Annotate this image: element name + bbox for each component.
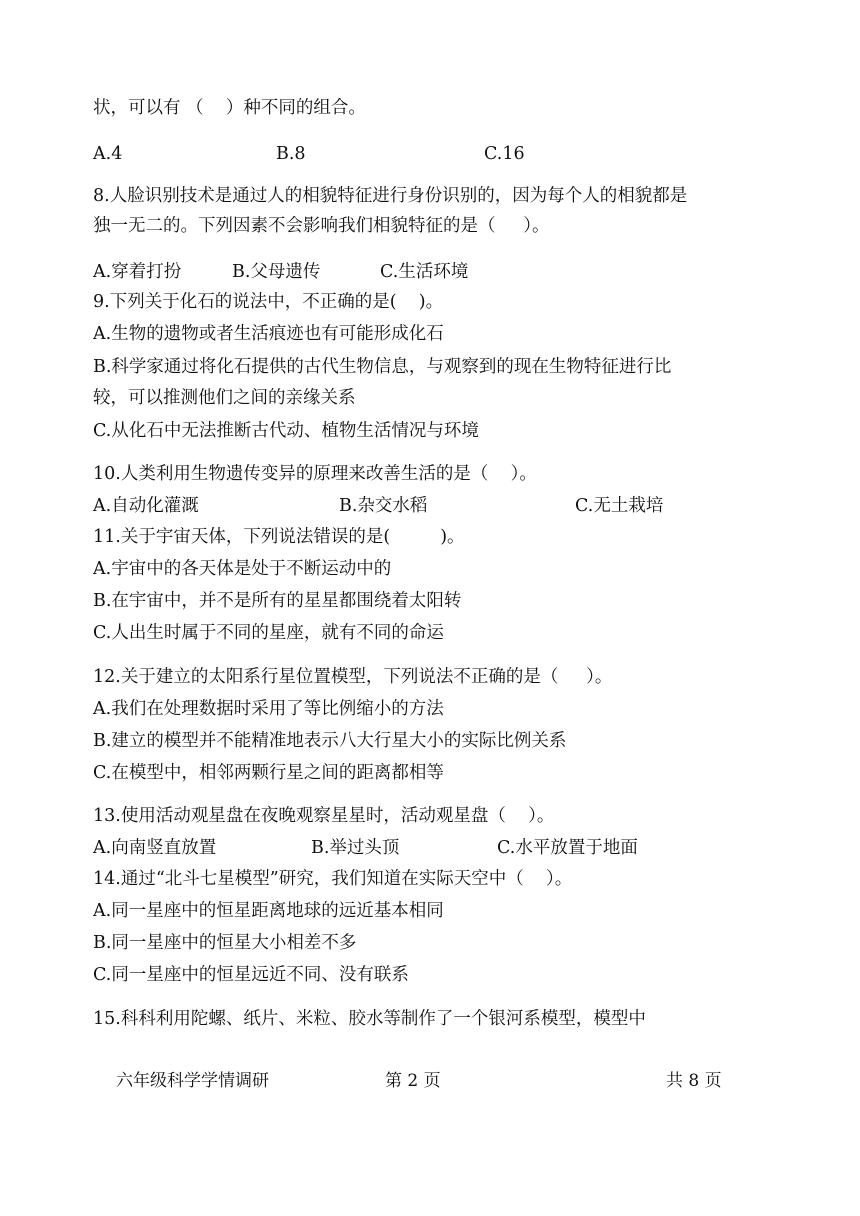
q12-option-c: C.在模型中，相邻两颗行星之间的距离都相等: [93, 763, 444, 783]
q9-option-a: A.生物的遗物或者生活痕迹也有可能形成化石: [93, 324, 444, 344]
q15-stem: 15.科科利用陀螺、纸片、米粒、胶水等制作了一个银河系模型，模型中: [93, 1009, 646, 1029]
q14-stem: 14.通过“北斗七星模型”研究，我们知道在实际天空中（ ）。: [93, 869, 573, 889]
footer-page-number: 第 2 页: [385, 1071, 441, 1091]
q8-option-c: C.生活环境: [380, 262, 469, 282]
q13-option-c: C.水平放置于地面: [497, 838, 638, 858]
q7-option-c: C.16: [484, 144, 525, 164]
q11-stem: 11.关于宇宙天体，下列说法错误的是( )。: [93, 527, 465, 547]
q12-option-b: B.建立的模型并不能精准地表示八大行星大小的实际比例关系: [93, 731, 567, 751]
q7-option-b: B.8: [276, 144, 306, 164]
q14-option-b: B.同一星座中的恒星大小相差不多: [93, 933, 357, 953]
page-footer: [0, 1068, 860, 1094]
q14-option-a: A.同一星座中的恒星距离地球的远近基本相同: [93, 901, 444, 921]
footer-total-pages: 共 8 页: [666, 1071, 722, 1091]
q10-stem: 10.人类利用生物遗传变异的原理来改善生活的是（ ）。: [93, 464, 537, 484]
q9-option-c: C.从化石中无法推断古代动、植物生活情况与环境: [93, 421, 479, 441]
q12-stem: 12.关于建立的太阳系行星位置模型，下列说法不正确的是（ ）。: [93, 667, 613, 687]
q8-option-a: A.穿着打扮: [93, 262, 182, 282]
q8-stem-line1: 8.人脸识别技术是通过人的相貌特征进行身份识别的，因为每个人的相貌都是: [93, 186, 688, 206]
q11-option-c: C.人出生时属于不同的星座，就有不同的命运: [93, 623, 444, 643]
q9-option-b-line2: 较，可以推测他们之间的亲缘关系: [93, 388, 356, 408]
q10-option-c: C.无土栽培: [575, 496, 664, 516]
footer-title: 六年级科学学情调研: [116, 1071, 269, 1091]
q8-option-b: B.父母遗传: [232, 262, 321, 282]
q12-option-a: A.我们在处理数据时采用了等比例缩小的方法: [93, 699, 444, 719]
q10-option-b: B.杂交水稻: [339, 496, 428, 516]
q9-option-b-line1: B.科学家通过将化石提供的古代生物信息，与观察到的现在生物特征进行比: [93, 357, 672, 377]
q9-stem: 9.下列关于化石的说法中，不正确的是( )。: [93, 292, 444, 312]
q11-option-a: A.宇宙中的各天体是处于不断运动中的: [93, 559, 392, 579]
q7-continuation: 状，可以有 （ ）种不同的组合。: [93, 98, 366, 118]
q14-option-c: C.同一星座中的恒星远近不同、没有联系: [93, 965, 409, 985]
q8-stem-line2: 独一无二的。下列因素不会影响我们相貌特征的是（ ）。: [93, 216, 550, 236]
q13-option-a: A.向南竖直放置: [93, 838, 217, 858]
q11-option-b: B.在宇宙中，并不是所有的星星都围绕着太阳转: [93, 591, 462, 611]
q10-option-a: A.自动化灌溉: [93, 496, 199, 516]
q13-stem: 13.使用活动观星盘在夜晚观察星星时，活动观星盘（ ）。: [93, 806, 555, 826]
q13-option-b: B.举过头顶: [311, 838, 400, 858]
q7-option-a: A.4: [93, 144, 123, 164]
